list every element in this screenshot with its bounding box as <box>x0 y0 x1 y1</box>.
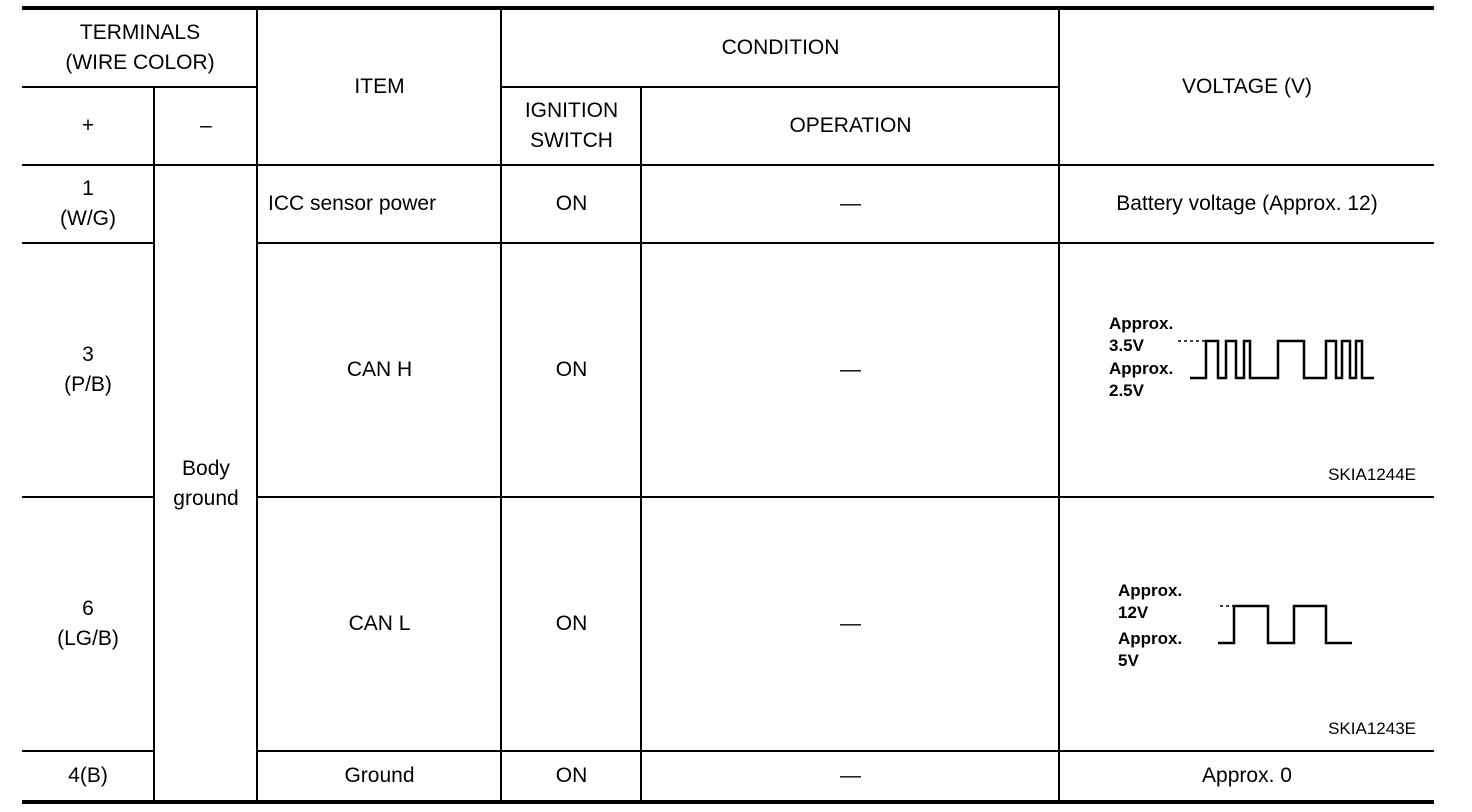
header-item: ITEM <box>354 75 405 98</box>
minus-terminal-body-ground <box>155 166 257 802</box>
header-ignition-line1: IGNITION <box>524 99 619 122</box>
row3-item: CAN L <box>348 612 411 635</box>
can-h-high-label-1: Approx. <box>1109 314 1174 333</box>
header-terminals-line2: (WIRE COLOR) <box>65 51 215 74</box>
can-l-high-label-2: 12V <box>1118 603 1149 622</box>
row3-operation: — <box>840 612 861 635</box>
can-h-low-label-2: 2.5V <box>1109 381 1144 400</box>
row1-ignition: ON <box>555 192 588 215</box>
header-operation: OPERATION <box>789 114 912 137</box>
row2-terminal <box>22 244 154 496</box>
row1-voltage: Battery voltage (Approx. 12) <box>1116 192 1378 215</box>
row3-terminal-number: 6 <box>82 597 94 620</box>
can-h-signal-trace <box>1190 341 1374 378</box>
header-voltage: VOLTAGE (V) <box>1182 75 1312 98</box>
can-h-waveform <box>1060 244 1434 496</box>
header-plus: + <box>81 114 95 137</box>
row4-voltage: Approx. 0 <box>1202 764 1292 787</box>
can-l-signal-trace <box>1218 606 1352 643</box>
can-l-low-label-1: Approx. <box>1118 629 1183 648</box>
can-l-low-label-2: 5V <box>1118 651 1139 670</box>
header-terminals <box>22 10 258 86</box>
row1-operation: — <box>840 192 861 215</box>
row4-item: Ground <box>344 764 415 787</box>
row2-wire-color: (P/B) <box>64 373 112 396</box>
minus-terminal-line1: Body <box>182 457 230 480</box>
row4-terminal: 4(B) <box>68 764 108 787</box>
header-ignition-line2: SWITCH <box>530 129 613 152</box>
minus-terminal-line2: ground <box>173 487 239 510</box>
header-condition: CONDITION <box>721 36 840 59</box>
row2-item: CAN H <box>346 358 413 381</box>
can-h-low-label-1: Approx. <box>1109 359 1174 378</box>
row4-operation: — <box>840 764 861 787</box>
row3-terminal <box>22 498 154 750</box>
can-h-figure-code: SKIA1244E <box>1328 465 1416 484</box>
header-minus: – <box>200 114 212 137</box>
row2-terminal-number: 3 <box>82 343 94 366</box>
can-l-waveform <box>1060 498 1434 750</box>
row1-terminal-number: 1 <box>82 177 94 200</box>
row2-ignition: ON <box>555 358 588 381</box>
header-terminals-line1: TERMINALS <box>79 21 201 44</box>
row1-terminal <box>22 166 154 242</box>
can-l-figure-code: SKIA1243E <box>1328 719 1416 738</box>
row2-operation: — <box>840 358 861 381</box>
row3-ignition: ON <box>555 612 588 635</box>
row4-ignition: ON <box>555 764 588 787</box>
row1-wire-color: (W/G) <box>60 207 116 230</box>
row3-wire-color: (LG/B) <box>57 627 119 650</box>
can-l-high-label-1: Approx. <box>1118 581 1183 600</box>
header-ignition-switch <box>502 88 641 164</box>
can-h-high-label-2: 3.5V <box>1109 336 1144 355</box>
row1-item: ICC sensor power <box>268 192 437 215</box>
